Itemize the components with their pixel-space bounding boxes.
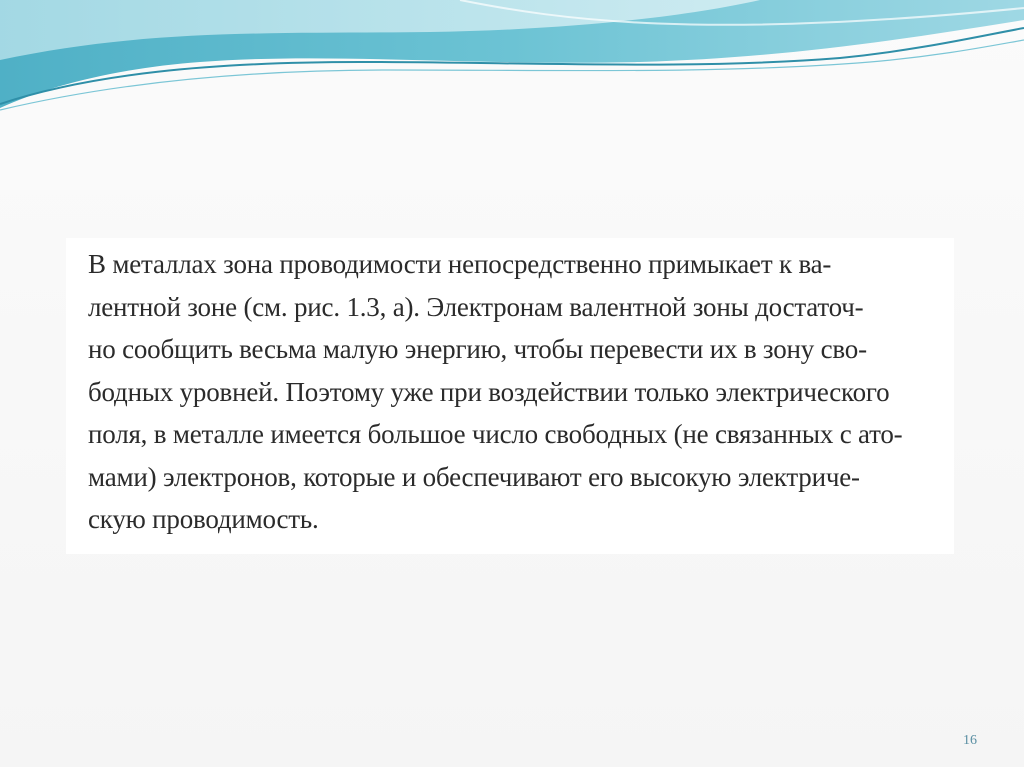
paragraph-line: В металлах зона проводимости непосредственно примыкает к ва- [88, 249, 832, 279]
paragraph-line: но сообщить весьма малую энергию, чтобы перевести их в зону сво- [88, 334, 867, 364]
paragraph-line: лентной зоне (см. рис. 1.3, а). Электронам валентной зоны достаточ- [88, 291, 864, 322]
paragraph-line: мами) электронов, которые и обеспечивают его высокую электриче- [88, 461, 860, 492]
paragraph-line: скую проводимость. [88, 504, 319, 534]
paragraph-line: бодных уровней. Поэтому уже при воздействии только электрического [88, 376, 890, 407]
page-number: 16 [963, 733, 977, 748]
paragraph-line: поля, в металле имеется большое число свободных (не связанных с ато- [88, 419, 903, 449]
decorative-wave-header [0, 0, 1024, 120]
body-paragraph [88, 243, 948, 541]
